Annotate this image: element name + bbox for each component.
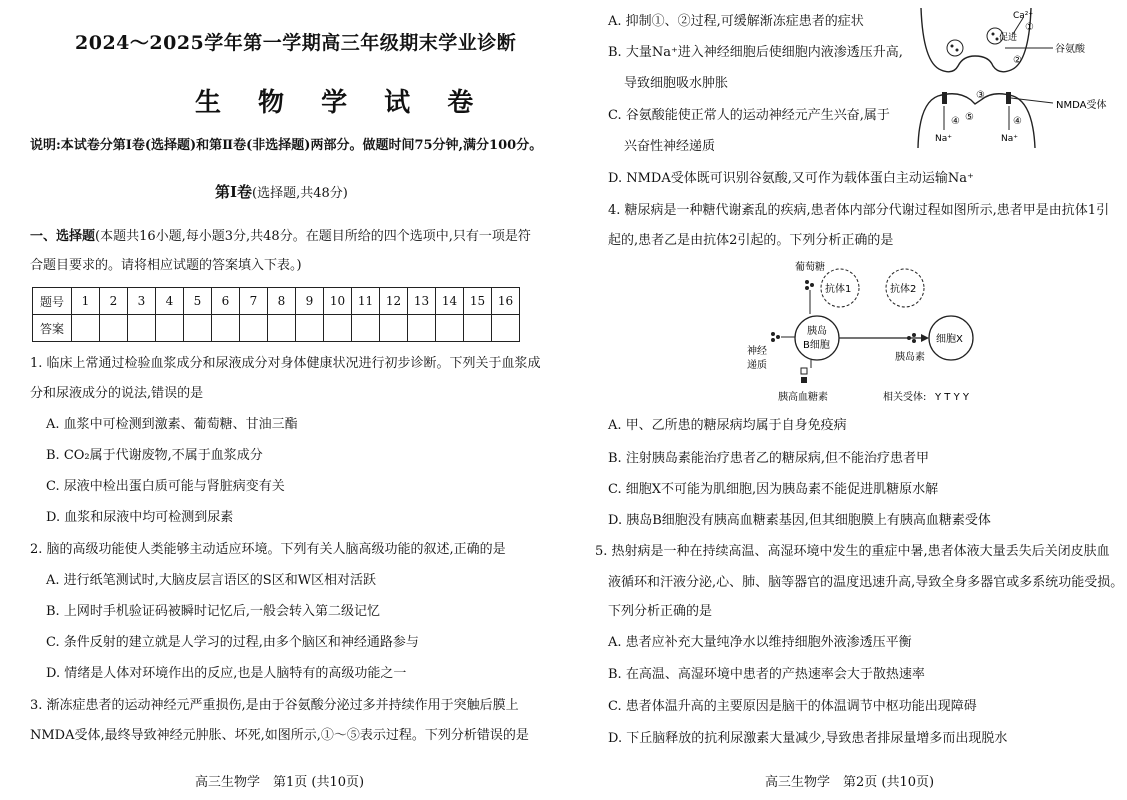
antibody-1-label: 抗体1: [825, 284, 852, 295]
islet-b-cell: [795, 316, 839, 360]
q4-option-c: C. 细胞X不可能为肌细胞,因为胰岛素不能促进肌糖原水解: [608, 482, 939, 497]
row-label-answer: 答案: [33, 315, 72, 342]
q3-option-c-line1: C. 谷氨酸能使正常人的运动神经元产生兴奋,属于: [608, 108, 890, 123]
q1-stem-line2: 分和尿液成分的说法,错误的是: [30, 386, 204, 401]
q4-stem-line2: 起的,患者乙是由抗体2引起的。下列分析正确的是: [608, 233, 894, 248]
q2-stem: 2. 脑的高级功能使人类能够主动适应环境。下列有关人脑高级功能的叙述,正确的是: [30, 542, 506, 557]
q5-option-a: A. 患者应补充大量纯净水以维持细胞外液渗透压平衡: [608, 635, 912, 650]
islet-label-2: B细胞: [803, 340, 830, 351]
page-footer-2: 高三生物学 第2页 (共10页): [765, 775, 935, 790]
q1-option-d: D. 血浆和尿液中均可检测到尿素: [46, 510, 234, 525]
q1-option-c: C. 尿液中检出蛋白质可能与肾脏病变有关: [46, 479, 285, 494]
right-page: [575, 0, 1127, 800]
answer-cell[interactable]: [296, 315, 324, 342]
neuro-label-2: 递质: [747, 360, 767, 371]
answer-cell[interactable]: [212, 315, 240, 342]
answer-cell[interactable]: [184, 315, 212, 342]
na-label-left: Na⁺: [935, 134, 952, 144]
q3-stem-line2: NMDA受体,最终导致神经元肿胀、坏死,如图所示,①～⑤表示过程。下列分析错误的是: [30, 728, 529, 743]
answer-cell[interactable]: [464, 315, 492, 342]
glucagon-label: 胰高血糖素: [778, 392, 828, 403]
q-number-cell: 14: [436, 288, 464, 315]
na-label-right: Na⁺: [1001, 134, 1018, 144]
q3-option-a: A. 抑制①、②过程,可缓解渐冻症患者的症状: [608, 14, 864, 29]
q4-option-a: A. 甲、乙所患的糖尿病均属于自身免疫病: [608, 418, 847, 433]
q2-option-a: A. 进行纸笔测试时,大脑皮层言语区的S区和W区相对活跃: [46, 573, 377, 588]
answer-cell[interactable]: [128, 315, 156, 342]
step-3-label: ③: [976, 90, 985, 101]
q5-stem-line3: 下列分析正确的是: [608, 604, 713, 619]
answer-cell[interactable]: [352, 315, 380, 342]
q2-option-b: B. 上网时手机验证码被瞬时记忆后,一般会转入第二级记忆: [46, 604, 380, 619]
answer-table-number-row: [33, 288, 520, 315]
section-line1: (本题共16小题,每小题3分,共48分。在题目所给的四个选项中,只有一项是符: [95, 229, 531, 244]
part-title: [215, 181, 348, 202]
answer-cell[interactable]: [240, 315, 268, 342]
insulin-label: 胰岛素: [895, 352, 925, 363]
ca-label: Ca²⁺: [1013, 11, 1034, 21]
page-footer-1: 高三生物学 第1页 (共10页): [195, 775, 365, 790]
answer-cell[interactable]: [436, 315, 464, 342]
answer-cell[interactable]: [380, 315, 408, 342]
step-1-label: ①: [1025, 22, 1034, 33]
q3-stem-line1: 3. 渐冻症患者的运动神经元严重损伤,是由于谷氨酸分泌过多并持续作用于突触后膜上: [30, 698, 519, 713]
q3-option-b-line1: B. 大量Na⁺进入神经细胞后使细胞内液渗透压升高,: [608, 45, 903, 60]
section-intro-line1: [30, 228, 531, 246]
islet-label-1: 胰岛: [807, 326, 827, 337]
exam-title: 生 物 学 试 卷: [195, 88, 488, 118]
q5-option-b: B. 在高温、高湿环境中患者的产热速率会大于散热速率: [608, 667, 925, 682]
section-head: 一、选择题: [30, 229, 96, 244]
q4-stem-line1: 4. 糖尿病是一种糖代谢紊乱的疾病,患者体内部分代谢过程如图所示,患者甲是由抗体1引: [608, 203, 1110, 218]
row-label-number: 题号: [33, 288, 72, 315]
q-number-cell: 12: [380, 288, 408, 315]
receptor-symbols: Y T Y Y: [935, 392, 969, 403]
q1-option-a: A. 血浆中可检测到激素、葡萄糖、甘油三酯: [46, 417, 298, 432]
q1-stem-line1: 1. 临床上常通过检验血浆成分和尿液成分对身体健康状况进行初步诊断。下列关于血浆成: [30, 356, 541, 371]
q-number-cell: 2: [100, 288, 128, 315]
answer-cell[interactable]: [492, 315, 520, 342]
q-number-cell: 1: [72, 288, 100, 315]
step-4-label-left: ④: [951, 116, 960, 127]
q-number-cell: 7: [240, 288, 268, 315]
q2-option-c: C. 条件反射的建立就是人学习的过程,由多个脑区和神经通路参与: [46, 635, 419, 650]
left-page: [0, 0, 560, 800]
q3-option-d: D. NMDA受体既可识别谷氨酸,又可作为载体蛋白主动运输Na⁺: [608, 171, 974, 186]
nmda-label: NMDA受体: [1056, 100, 1107, 111]
nmda-pointer-line: [1011, 98, 1053, 103]
part-title-sub: (选择题,共48分): [252, 186, 348, 201]
glucose-label: 葡萄糖: [795, 262, 825, 273]
nmda-receptor-right: [1006, 92, 1011, 104]
step-2-label: ②: [1013, 55, 1022, 66]
q3-option-b-line2: 导致细胞吸水肿胀: [624, 76, 729, 91]
q-number-cell: 3: [128, 288, 156, 315]
answer-cell[interactable]: [100, 315, 128, 342]
diabetes-diagram: [745, 258, 985, 408]
q4-option-b: B. 注射胰岛素能治疗患者乙的糖尿病,但不能治疗患者甲: [608, 451, 929, 466]
part-title-main: 第Ⅰ卷: [215, 183, 253, 201]
q-number-cell: 9: [296, 288, 324, 315]
answer-cell[interactable]: [324, 315, 352, 342]
q-number-cell: 11: [352, 288, 380, 315]
antibody-2-label: 抗体2: [890, 284, 917, 295]
exam-header: 2024～2025学年第一学期高三年级期末学业诊断: [75, 32, 517, 54]
step-5-label: ⑤: [965, 112, 974, 123]
q5-stem-line2: 液循环和汗液分泌,心、肺、脑等器官的温度迅速升高,导致全身多器官或多系统功能受损。: [608, 575, 1124, 590]
q-number-cell: 4: [156, 288, 184, 315]
q-number-cell: 5: [184, 288, 212, 315]
q5-option-c: C. 患者体温升高的主要原因是脑干的体温调节中枢功能出现障碍: [608, 699, 977, 714]
q-number-cell: 6: [212, 288, 240, 315]
answer-cell[interactable]: [268, 315, 296, 342]
answer-cell[interactable]: [408, 315, 436, 342]
instructions: 说明:本试卷分第Ⅰ卷(选择题)和第Ⅱ卷(非选择题)两部分。做题时间75分钟,满分100分。: [30, 138, 543, 153]
receptors-label: 相关受体:: [883, 392, 927, 403]
answer-table-answer-row: [33, 315, 520, 342]
neuro-label-1: 神经: [747, 346, 767, 357]
q-number-cell: 10: [324, 288, 352, 315]
synapse-diagram: [913, 8, 1118, 148]
cell-x-label: 细胞X: [936, 334, 963, 345]
q-number-cell: 15: [464, 288, 492, 315]
step-4-label-right: ④: [1013, 116, 1022, 127]
nmda-receptor-left: [942, 92, 947, 104]
q-number-cell: 13: [408, 288, 436, 315]
promote-label: 促进: [999, 33, 1018, 43]
q-number-cell: 8: [268, 288, 296, 315]
q3-option-c-line2: 兴奋性神经递质: [624, 139, 716, 154]
answer-cell[interactable]: [72, 315, 100, 342]
q-number-cell: 16: [492, 288, 520, 315]
q1-option-b: B. CO₂属于代谢废物,不属于血浆成分: [46, 448, 263, 463]
q2-option-d: D. 情绪是人体对环境作出的反应,也是人脑特有的高级功能之一: [46, 666, 407, 681]
answer-cell[interactable]: [156, 315, 184, 342]
q4-option-d: D. 胰岛B细胞没有胰高血糖素基因,但其细胞膜上有胰高血糖素受体: [608, 513, 991, 528]
q5-option-d: D. 下丘脑释放的抗利尿激素大量减少,导致患者排尿量增多而出现脱水: [608, 731, 1008, 746]
q5-stem-line1: 5. 热射病是一种在持续高温、高湿环境中发生的重症中暑,患者体液大量丢失后关闭皮肤血: [595, 544, 1110, 559]
vesicle-left: [947, 40, 963, 56]
section-line2: 合题目要求的。请将相应试题的答案填入下表。): [30, 258, 302, 273]
answer-table: [32, 287, 520, 342]
glutamate-label: 谷氨酸: [1055, 44, 1085, 55]
